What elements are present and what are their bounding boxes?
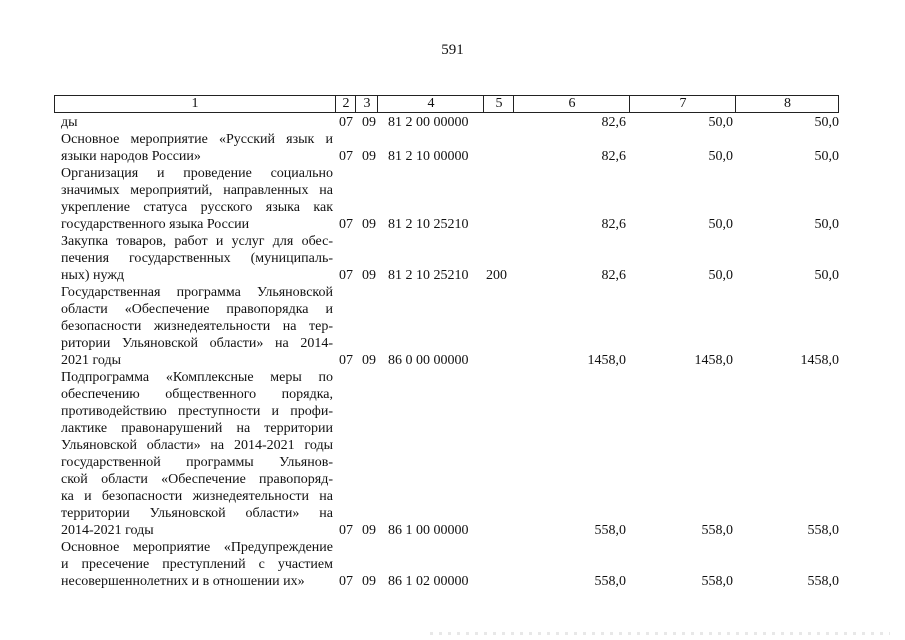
table-row [0,233,905,284]
row-description [61,114,333,131]
cell-c4: 86 1 02 00000 [388,574,469,589]
page-number: 591 [441,42,464,58]
cell-c4: 81 2 00 00000 [388,115,469,130]
header-col-3: 3 [355,96,378,112]
description-line: значимых мероприятий, направленных на [61,183,333,198]
cell-c3: 09 [362,523,376,538]
description-line: Закупка товаров, работ и услуг для обес- [61,234,333,249]
cell-c2: 07 [339,217,353,232]
header-col-6: 6 [513,96,630,112]
description-line: несовершеннолетних и в отношении их» [61,574,305,589]
cell-c2: 07 [339,523,353,538]
description-line: Основное мероприятие «Русский язык и [61,132,333,147]
cell-c6: 82,6 [601,217,626,232]
cell-c8: 50,0 [814,115,839,130]
cell-c8: 558,0 [807,523,839,538]
description-line: Государственная программа Ульяновской [61,285,333,300]
description-line: государственной программы Ульянов- [61,455,333,470]
cell-c6: 82,6 [601,268,626,283]
description-line: области «Обеспечение правопорядка и [61,302,333,317]
cell-c2: 07 [339,115,353,130]
description-line: Подпрограмма «Комплексные меры по [61,370,333,385]
cell-c3: 09 [362,353,376,368]
cell-c2: 07 [339,149,353,164]
row-description [61,369,333,539]
description-line: 2021 годы [61,353,122,368]
cell-c6: 1458,0 [587,353,626,368]
header-col-1: 1 [191,96,199,111]
description-line: укрепление статуса русского языка как [61,200,333,215]
cell-c2: 07 [339,574,353,589]
row-description [61,131,333,165]
cell-c4: 81 2 10 25210 [388,217,469,232]
cell-c7: 558,0 [701,574,733,589]
cell-c8: 50,0 [814,149,839,164]
table-row [0,165,905,233]
cell-c4: 81 2 10 00000 [388,149,469,164]
table-row [0,539,905,590]
cell-c6: 82,6 [601,115,626,130]
description-line: языки народов России» [61,149,201,164]
cell-c8: 1458,0 [800,353,839,368]
header-col-7: 7 [629,96,736,112]
cell-c5: 200 [486,268,507,283]
cell-c4: 86 0 00 00000 [388,353,469,368]
description-line: государственного языка России [61,217,250,232]
table-row [0,131,905,165]
table-row [0,369,905,539]
cell-c3: 09 [362,149,376,164]
description-line: ды [61,115,78,130]
cell-c2: 07 [339,268,353,283]
description-line: ка и безопасности жизнедеятельности на [61,489,333,504]
cell-c3: 09 [362,574,376,589]
cell-c6: 558,0 [594,523,626,538]
cell-c3: 09 [362,268,376,283]
description-line: безопасности жизнедеятельности на тер- [61,319,333,334]
cell-c7: 50,0 [708,217,733,232]
cell-c7: 1458,0 [694,353,733,368]
cell-c7: 50,0 [708,115,733,130]
table-row [0,284,905,369]
cell-c7: 50,0 [708,149,733,164]
description-line: печения государственных (муниципаль- [61,251,333,266]
cell-c3: 09 [362,115,376,130]
header-col-4: 4 [377,96,484,112]
cell-c8: 50,0 [814,217,839,232]
cell-c8: 558,0 [807,574,839,589]
description-line: Основное мероприятие «Предупреждение [61,540,333,555]
description-line: противодействию преступности и профи- [61,404,333,419]
cell-c7: 50,0 [708,268,733,283]
description-line: 2014-2021 годы [61,523,154,538]
table-header [54,95,839,113]
row-description [61,539,333,590]
header-col-8: 8 [735,96,839,112]
cell-c8: 50,0 [814,268,839,283]
description-line: Ульяновской области» на 2014-2021 годы [61,438,333,453]
description-line: обеспечению общественного порядка, [61,387,333,402]
description-line: ных) нужд [61,268,125,283]
row-description [61,165,333,233]
cell-c4: 86 1 00 00000 [388,523,469,538]
cell-c7: 558,0 [701,523,733,538]
cell-c6: 82,6 [601,149,626,164]
header-col-2: 2 [335,96,356,112]
description-line: ритории Ульяновской области» на 2014- [61,336,333,351]
cell-c4: 81 2 10 25210 [388,268,469,283]
description-line: лактике правонарушений на территории [61,421,333,436]
table-row [0,114,905,131]
cell-c2: 07 [339,353,353,368]
header-col-5: 5 [483,96,514,112]
cell-c3: 09 [362,217,376,232]
description-line: Организация и проведение социально [61,166,333,181]
row-description [61,284,333,369]
cell-c6: 558,0 [594,574,626,589]
row-description [61,233,333,284]
description-line: ской области «Обеспечение правопоряд- [61,472,333,487]
description-line: территории Ульяновской области» на [61,506,333,521]
scan-artifact [430,632,890,635]
description-line: и пресечение преступлений с участием [61,557,333,572]
